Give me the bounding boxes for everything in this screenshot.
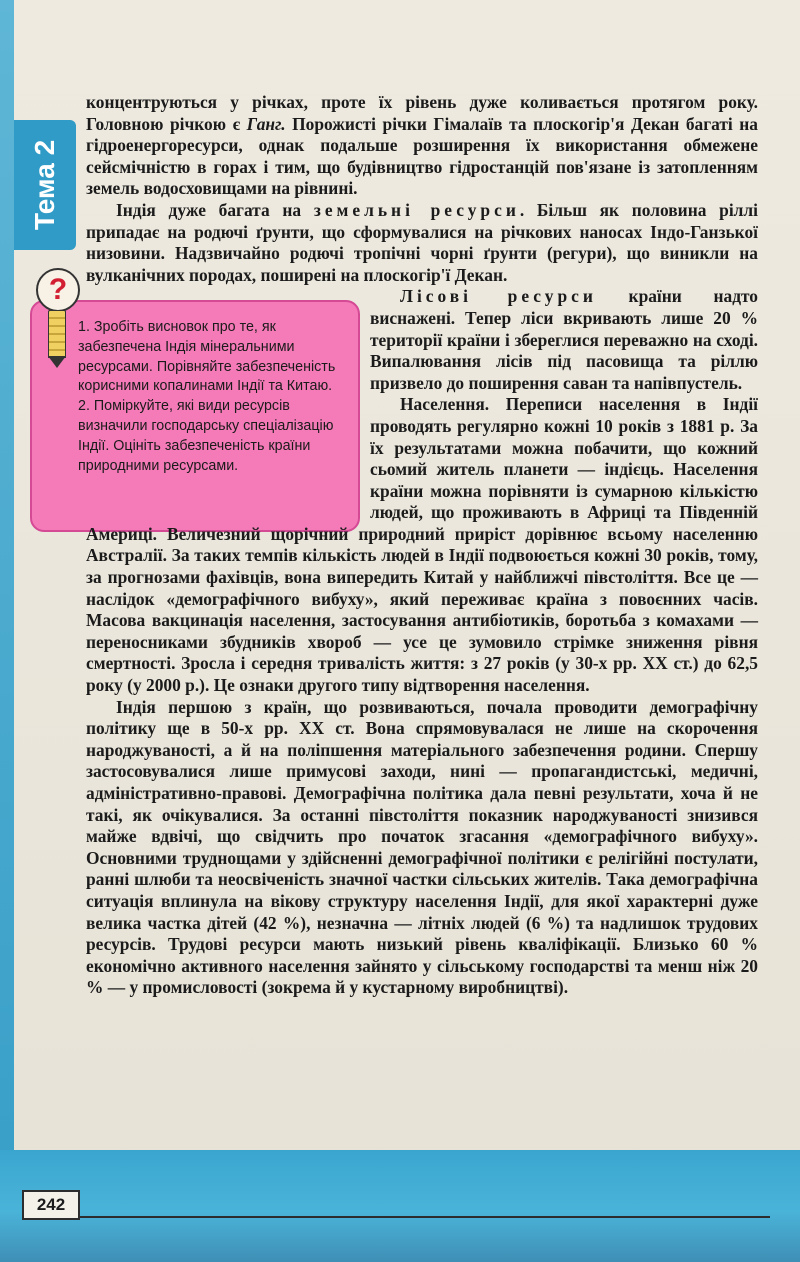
forest-resources-term: Лісові ресурси	[400, 286, 597, 307]
paragraph-2: Індія дуже багата на земельні ресурси. Більш як половина ріллі припадає на родючі ґрунти, що сформувалися на річкових наносах Індо-Ганзької низовини. Надзвичайно родючі тропічні чорні ґрунти (регури), що виникли на вулканічних породах, поширені на плоскогір'ї Декан.	[86, 199, 758, 285]
callout-item-1: 1. Зробіть висновок про те, як забезпечена Індія мінеральними ресурсами. Порівняйте забезпеченість корисними копалинами Індії та Китаю.	[78, 319, 336, 395]
callout-spacer	[86, 290, 356, 502]
paragraph-1: концентруються у річках, проте їх рівень дуже коливається протягом року. Головною річкою є Ганг. Порожисті річки Гімалаїв та плоскогір'я Декан багаті на гідроенергоресурси, однак подальше розширення їх використання обмежене сейсмічністю в горах і тим, що будівництво гідростанцій пов'язане із затопленням земель водосховищами на рівнині.	[86, 92, 758, 199]
paragraph-4: Населення. Переписи населення в Індії проводять регулярно кожні 10 років з 1881 р. За їх результатами можна побачити, що кожний сьомий житель планети — індієць. Населення країни можна порівняти із сумарною кількістю людей, що проживають в Африці та Південній Америці. Величезний щорічний природний приріст дорівнює всьому населенню Австралії. За таких темпів кількість людей в Індії подвоюється кожні 30 років, тому, за прогнозами фахівців, вона випередить Китай у найближчі півстоліття. Все це — наслідок «демографічного вибуху», який переживає країна з повоєнних часів. Масова вакцинація населення, застосування антибіотиків, боротьба з комахами — переносниками збудників хвороб — усе це зумовило стрімке зниження рівня смертності. Зросла і середня тривалість життя: з 27 років (у 30-х рр. XX ст.) до 62,5 року (у 2000 р.). Це ознаки другого типу відтворення населення.	[86, 394, 758, 696]
callout-item-2: 2. Поміркуйте, які види ресурсів визначили господарську спеціалізацію Індії. Оцініть забезпеченість країни природними ресурсами.	[78, 398, 334, 474]
pencil-tip-icon	[48, 356, 66, 368]
page-number: 242	[22, 1190, 80, 1220]
question-icon: ?	[36, 268, 80, 312]
side-strip	[0, 0, 14, 1150]
ganges-term: Ганг.	[246, 113, 286, 134]
pencil-icon	[48, 310, 66, 358]
topic-tab-label: Тема 2	[29, 139, 60, 231]
paragraph-5: Індія першою з країн, що розвиваються, почала проводити демографічну політику ще в 50-х рр. XX ст. Вона спрямовувалася не лише на скорочення народжуваності, а й на поліпшення матеріального забезпечення родини. Спершу застосовувалися лише примусові заходи, нині — пропагандистські, медичні, адміністративно-правові. Демографічна політика дала певні результати, хоча й не такі, як очікувалися. За останні півстоліття показник народжуваності знизився майже вдвічі, що свідчить про початок згасання «демографічного вибуху». Основними труднощами у здійсненні демографічної політики є релігійні постулати, ранні шлюби та неосвіченість значної частки сільських жителів. Така демографічна ситуація вплинула на вікову структуру населення Індії, для якої характерні дуже велика частка дітей (42 %), незначна — літніх людей (6 %) та надлишок трудових ресурсів. Трудові ресурси мають низький рівень кваліфікації. Близько 60 % економічно активного населення зайнято у сільському господарстві та менш ніж 20 % — у промисловості (зокрема й у кустарному виробництві).	[86, 696, 758, 998]
bottom-bar	[0, 1150, 800, 1262]
population-heading: Населення.	[400, 394, 490, 415]
bottom-rule	[80, 1216, 770, 1218]
paragraph-3: Лісові ресурси країни надто виснажені. Тепер ліси вкривають лише 20 % території країни і збереглися переважно на сході. Випалювання лісів під пасовища та ріллю призвело до поширення саван та напівпустель.	[370, 286, 758, 393]
body-text	[86, 92, 758, 999]
land-resources-term: земельні ресурси	[313, 199, 520, 220]
